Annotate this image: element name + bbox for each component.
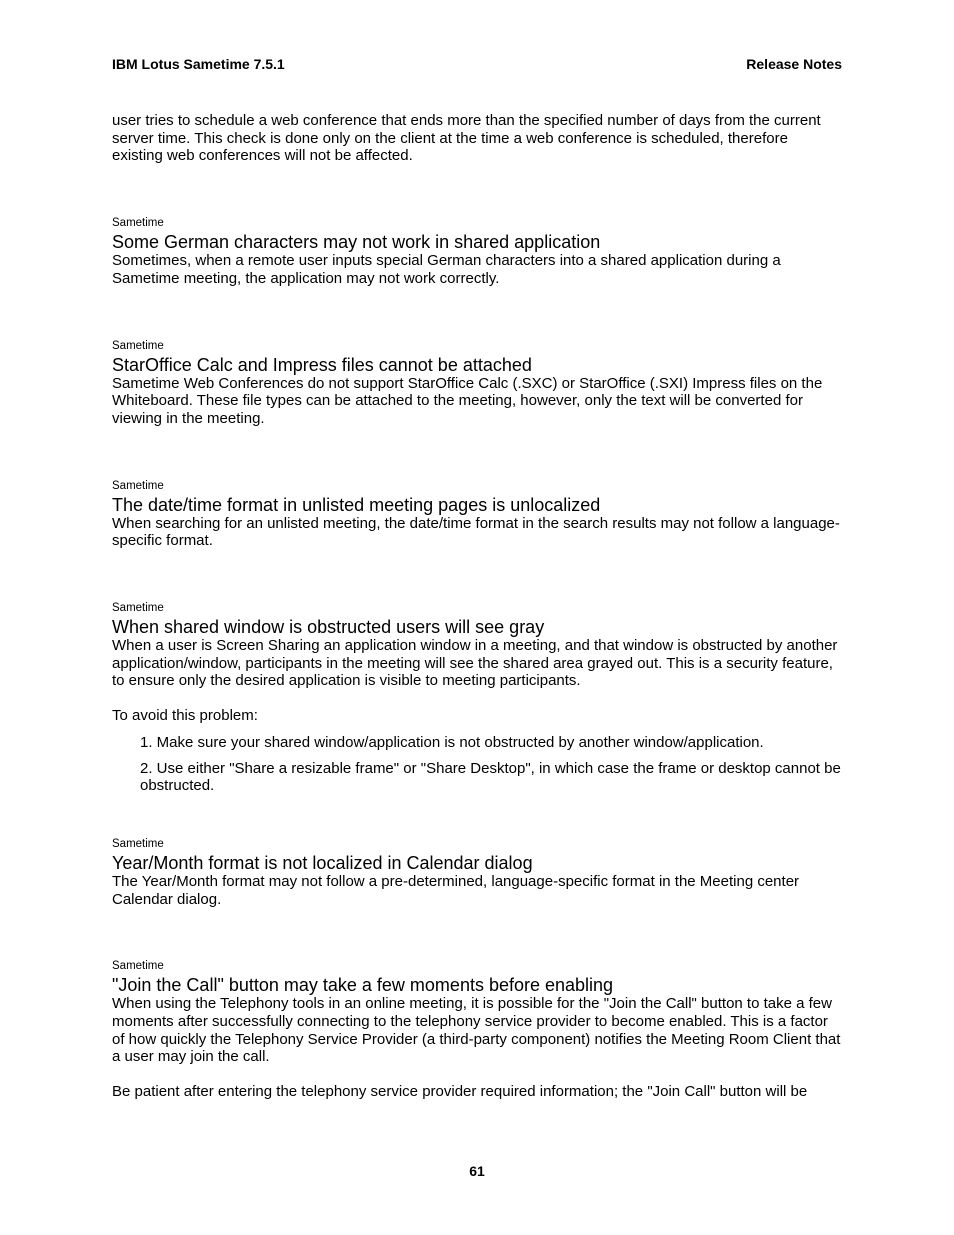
intro-paragraph: user tries to schedule a web conference that ends more than the specified number of days from the current server time. This check is done only on the client at the time a web conference is scheduled, therefore existing web conferences will not be affected.	[112, 112, 821, 165]
page-content	[112, 112, 842, 1101]
section-paragraph: The Year/Month format may not follow a pre-determined, language-specific format in the Meeting center Calendar dialog.	[112, 872, 800, 908]
section-heading: "Join the Call" button may take a few moments before enabling	[112, 975, 614, 996]
list-item: 1. Make sure your shared window/application is not obstructed by another window/application.	[140, 733, 764, 751]
section-join-call-button	[112, 959, 842, 1101]
section-category: Sametime	[112, 339, 164, 352]
header-product-title: IBM Lotus Sametime 7.5.1	[112, 56, 285, 72]
section-paragraph: Sometimes, when a remote user inputs special German characters into a shared application during a Sametime meeting, the application may not work correctly.	[112, 252, 781, 287]
paragraph-spacer	[112, 1066, 842, 1083]
section-heading: Year/Month format is not localized in Calendar dialog	[112, 852, 533, 873]
section-category: Sametime	[112, 837, 164, 850]
section-year-month-format	[112, 837, 842, 908]
section-heading: The date/time format in unlisted meeting pages is unlocalized	[112, 494, 601, 515]
section-paragraph: When using the Telephony tools in an online meeting, it is possible for the "Join the Call" button to take a few moments after successfully connecting to the telephony service provider to become enabled. This is a factor of how quickly the Telephony Service Provider (a third-party component) notifies the Meeting Room Client that a user may join the call.	[112, 995, 841, 1066]
section-heading: When shared window is obstructed users will see gray	[112, 617, 545, 638]
section-paragraph: To avoid this problem:	[112, 707, 258, 725]
page-number: 61	[469, 1163, 485, 1179]
section-german-characters	[112, 216, 842, 287]
section-paragraph: Be patient after entering the telephony service provider required information; the "Join Call" button will be	[112, 1083, 808, 1101]
header-doc-title: Release Notes	[746, 56, 842, 72]
paragraph-spacer	[112, 690, 842, 707]
list-item: 2. Use either "Share a resizable frame" or "Share Desktop", in which case the frame or desktop cannot be obstructed.	[140, 759, 841, 795]
section-shared-window-gray	[112, 601, 842, 795]
steps-list	[140, 734, 842, 795]
section-heading: StarOffice Calc and Impress files cannot be attached	[112, 354, 532, 375]
section-heading: Some German characters may not work in shared application	[112, 232, 601, 253]
page-header	[112, 56, 842, 72]
section-staroffice-files	[112, 339, 842, 428]
section-category: Sametime	[112, 602, 164, 615]
section-paragraph: When a user is Screen Sharing an application window in a meeting, and that window is obstructed by another application/window, participants in the meeting will see the shared area grayed out. This is a security feature, to ensure only the desired application is visible to meeting participants.	[112, 637, 838, 690]
section-category: Sametime	[112, 217, 164, 230]
section-category: Sametime	[112, 479, 164, 492]
section-date-time-format	[112, 479, 842, 550]
section-paragraph: Sametime Web Conferences do not support StarOffice Calc (.SXC) or StarOffice (.SXI) Impress files on the Whiteboard. These file types can be attached to the meeting, however, only the text will be converted for viewing in the meeting.	[112, 374, 823, 427]
section-category: Sametime	[112, 960, 164, 973]
section-paragraph: When searching for an unlisted meeting, the date/time format in the search results may not follow a language-specific format.	[112, 514, 840, 550]
